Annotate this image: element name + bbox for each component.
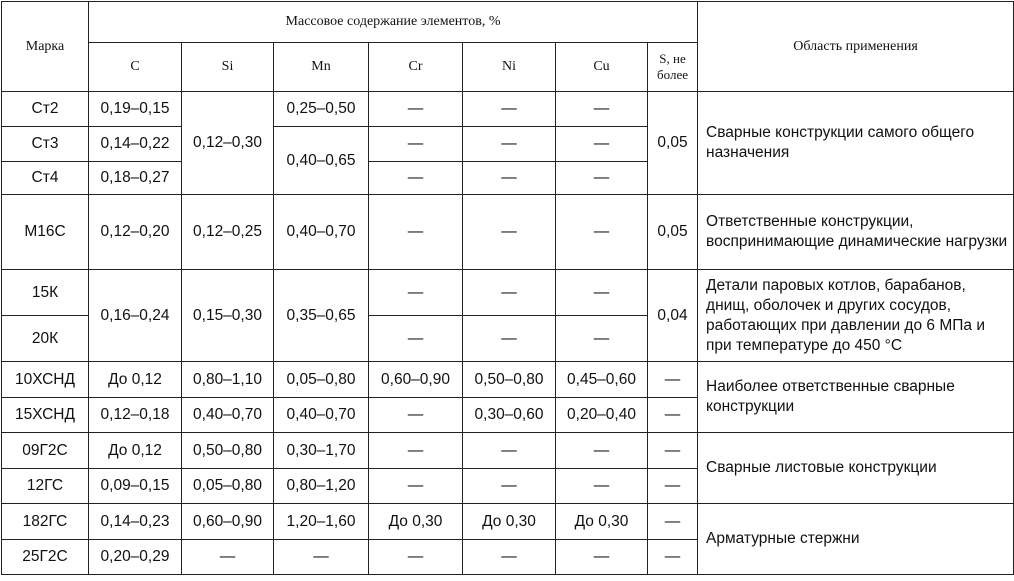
cr-cell: До 0,30 bbox=[369, 504, 463, 540]
mn-cell: 0,25–0,50 bbox=[274, 92, 369, 127]
cr-cell: — bbox=[369, 316, 463, 362]
c-cell: 0,18–0,27 bbox=[89, 162, 182, 195]
s-cell: — bbox=[648, 398, 698, 433]
cu-cell: — bbox=[556, 92, 648, 127]
s-cell: — bbox=[648, 540, 698, 575]
s-cell: — bbox=[648, 504, 698, 540]
c-cell: 0,20–0,29 bbox=[89, 540, 182, 575]
ni-cell: — bbox=[463, 195, 556, 270]
grade-cell: 10ХСНД bbox=[2, 362, 89, 398]
ni-cell: — bbox=[463, 316, 556, 362]
c-cell: 0,09–0,15 bbox=[89, 469, 182, 504]
s-cell: 0,05 bbox=[648, 92, 698, 195]
steel-composition-table bbox=[1, 1, 1014, 575]
cu-cell: — bbox=[556, 540, 648, 575]
cu-cell: — bbox=[556, 270, 648, 316]
grade-cell: 15ХСНД bbox=[2, 398, 89, 433]
mn-cell: 0,35–0,65 bbox=[274, 270, 369, 362]
ni-cell: — bbox=[463, 127, 556, 162]
ni-cell: — bbox=[463, 162, 556, 195]
cu-cell: 0,20–0,40 bbox=[556, 398, 648, 433]
composition-header: Массовое содержание элементов, % bbox=[89, 2, 698, 43]
ni-cell: — bbox=[463, 92, 556, 127]
cr-cell: — bbox=[369, 127, 463, 162]
cu-cell: — bbox=[556, 469, 648, 504]
si-cell: 0,12–0,25 bbox=[182, 195, 274, 270]
c-cell: 0,14–0,23 bbox=[89, 504, 182, 540]
cr-cell: — bbox=[369, 195, 463, 270]
mn-cell: 0,30–1,70 bbox=[274, 433, 369, 469]
element-header-c: C bbox=[89, 43, 182, 92]
cr-cell: 0,60–0,90 bbox=[369, 362, 463, 398]
ni-cell: До 0,30 bbox=[463, 504, 556, 540]
cr-cell: — bbox=[369, 540, 463, 575]
si-cell: 0,60–0,90 bbox=[182, 504, 274, 540]
cu-cell: До 0,30 bbox=[556, 504, 648, 540]
si-cell: — bbox=[182, 540, 274, 575]
cr-cell: — bbox=[369, 398, 463, 433]
cu-cell: — bbox=[556, 127, 648, 162]
cu-cell: — bbox=[556, 316, 648, 362]
mn-cell: 0,40–0,70 bbox=[274, 195, 369, 270]
grade-cell: 25Г2С bbox=[2, 540, 89, 575]
grade-cell: 20К bbox=[2, 316, 89, 362]
grade-cell: Ст4 bbox=[2, 162, 89, 195]
grade-cell: 12ГС bbox=[2, 469, 89, 504]
grade-cell: Ст2 bbox=[2, 92, 89, 127]
grade-cell: 09Г2С bbox=[2, 433, 89, 469]
element-header-ni: Ni bbox=[463, 43, 556, 92]
cu-cell: — bbox=[556, 162, 648, 195]
table-row bbox=[2, 195, 1014, 270]
cr-cell: — bbox=[369, 433, 463, 469]
mn-cell: 0,05–0,80 bbox=[274, 362, 369, 398]
ni-cell: — bbox=[463, 270, 556, 316]
cr-cell: — bbox=[369, 162, 463, 195]
grade-cell: Ст3 bbox=[2, 127, 89, 162]
application-cell: Сварные листовые конструкции bbox=[698, 433, 1014, 504]
mn-cell: 0,40–0,70 bbox=[274, 398, 369, 433]
c-cell: 0,19–0,15 bbox=[89, 92, 182, 127]
mn-cell: 0,80–1,20 bbox=[274, 469, 369, 504]
cr-cell: — bbox=[369, 469, 463, 504]
ni-cell: — bbox=[463, 433, 556, 469]
c-cell: До 0,12 bbox=[89, 362, 182, 398]
table-row bbox=[2, 504, 1014, 540]
c-cell: 0,12–0,20 bbox=[89, 195, 182, 270]
grade-cell: М16С bbox=[2, 195, 89, 270]
element-header-cu: Cu bbox=[556, 43, 648, 92]
mn-cell: 0,40–0,65 bbox=[274, 127, 369, 195]
element-header-cr: Cr bbox=[369, 43, 463, 92]
s-cell: 0,05 bbox=[648, 195, 698, 270]
application-cell: Ответственные конструкции, воспринимающие динамические нагрузки bbox=[698, 195, 1014, 270]
s-cell: 0,04 bbox=[648, 270, 698, 362]
element-header-s: S, не более bbox=[648, 43, 698, 92]
mn-cell: 1,20–1,60 bbox=[274, 504, 369, 540]
element-header-mn: Mn bbox=[274, 43, 369, 92]
c-cell: До 0,12 bbox=[89, 433, 182, 469]
ni-cell: 0,50–0,80 bbox=[463, 362, 556, 398]
s-cell: — bbox=[648, 469, 698, 504]
cr-cell: — bbox=[369, 92, 463, 127]
s-cell: — bbox=[648, 362, 698, 398]
application-header: Область применения bbox=[698, 2, 1014, 92]
si-cell: 0,12–0,30 bbox=[182, 92, 274, 195]
c-cell: 0,16–0,24 bbox=[89, 270, 182, 362]
si-cell: 0,50–0,80 bbox=[182, 433, 274, 469]
table-row bbox=[2, 362, 1014, 398]
cr-cell: — bbox=[369, 270, 463, 316]
application-cell: Наиболее ответственные сварные конструкции bbox=[698, 362, 1014, 433]
grade-cell: 182ГС bbox=[2, 504, 89, 540]
cu-cell: — bbox=[556, 195, 648, 270]
grade-cell: 15К bbox=[2, 270, 89, 316]
ni-cell: — bbox=[463, 469, 556, 504]
c-cell: 0,12–0,18 bbox=[89, 398, 182, 433]
si-cell: 0,80–1,10 bbox=[182, 362, 274, 398]
application-cell: Сварные конструкции самого общего назначения bbox=[698, 92, 1014, 195]
ni-cell: — bbox=[463, 540, 556, 575]
table-row bbox=[2, 270, 1014, 316]
si-cell: 0,40–0,70 bbox=[182, 398, 274, 433]
table-row bbox=[2, 92, 1014, 127]
ni-cell: 0,30–0,60 bbox=[463, 398, 556, 433]
si-cell: 0,05–0,80 bbox=[182, 469, 274, 504]
element-header-si: Si bbox=[182, 43, 274, 92]
s-cell: — bbox=[648, 433, 698, 469]
application-cell: Арматурные стержни bbox=[698, 504, 1014, 575]
cu-cell: 0,45–0,60 bbox=[556, 362, 648, 398]
application-cell: Детали паровых котлов, барабанов, днищ, оболочек и других сосудов, работающих при давлении до 6 МПа и при температуре до 450 °С bbox=[698, 270, 1014, 362]
mn-cell: — bbox=[274, 540, 369, 575]
table-row bbox=[2, 433, 1014, 469]
cu-cell: — bbox=[556, 433, 648, 469]
c-cell: 0,14–0,22 bbox=[89, 127, 182, 162]
si-cell: 0,15–0,30 bbox=[182, 270, 274, 362]
grade-header: Марка bbox=[2, 2, 89, 92]
